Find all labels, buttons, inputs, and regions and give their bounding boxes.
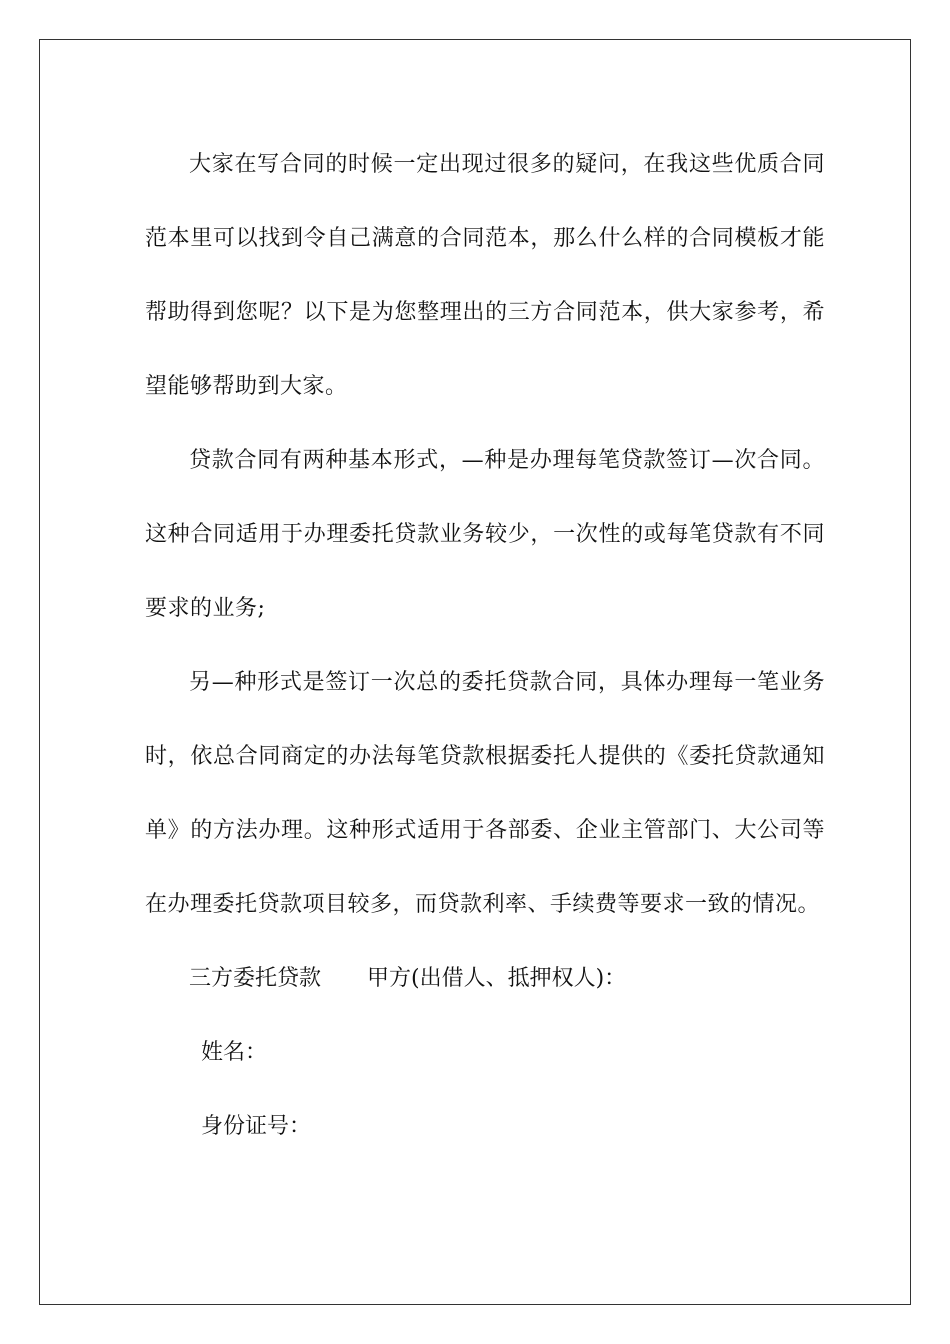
general-contract-paragraph: 另—种形式是签订一次总的委托贷款合同，具体办理每一笔业务时，依总合同商定的办法每笔贷款根据委托人提供的《委托贷款通知单》的方法办理。这种形式适用于各部委、企业主管部门、大公司等在办理委托贷款项目较多，而贷款利率、手续费等要求一致的情况。: [145, 670, 825, 917]
section-title: 三方委托贷款: [189, 966, 322, 991]
intro-paragraph: 大家在写合同的时候一定出现过很多的疑问，在我这些优质合同范本里可以找到令自己满意的合同范本，那么什么样的合同模板才能帮助得到您呢？以下是为您整理出的三方合同范本，供大家参考，希望能够帮助到大家。: [145, 152, 825, 399]
id-number-field-label: 身份证号：: [201, 1114, 312, 1139]
document-body: [145, 128, 825, 1164]
name-field-label: 姓名：: [201, 1040, 268, 1065]
loan-forms-paragraph: 贷款合同有两种基本形式，—种是办理每笔贷款签订—次合同。这种合同适用于办理委托贷款业务较少，一次性的或每笔贷款有不同要求的业务;: [145, 448, 825, 621]
contract-heading: [145, 942, 825, 1016]
party-a-label: 甲方(出借人、抵押权人)：: [367, 966, 627, 991]
